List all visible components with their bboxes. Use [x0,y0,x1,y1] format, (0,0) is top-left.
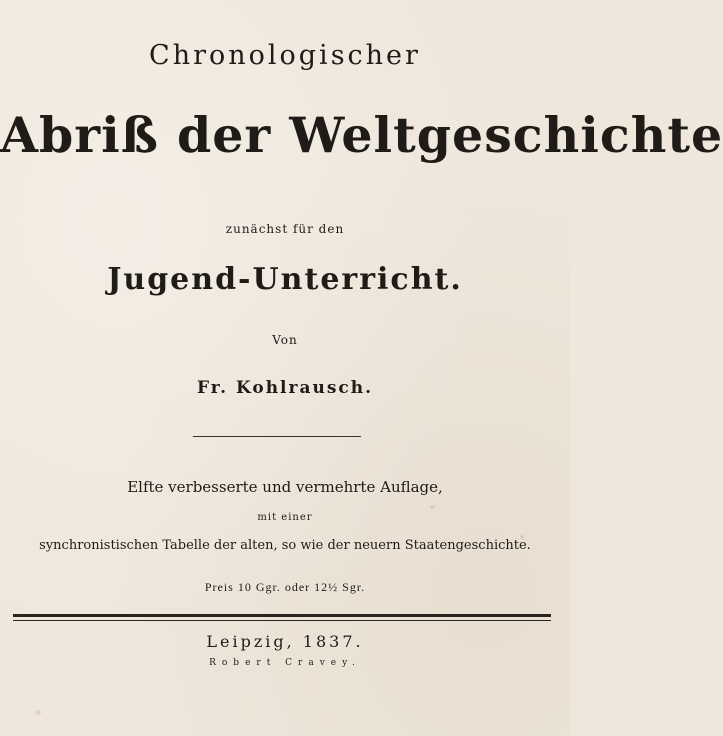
imprint-place-year: Leipzig, 1837. [206,632,364,651]
main-title: Abriß der Weltgeschichte [0,106,723,164]
divider-rule [193,436,361,437]
author-name: Fr. Kohlrausch. [196,378,374,398]
subtitle: Jugend-Unterricht. [107,262,463,297]
paper-stain [35,710,41,715]
double-rule-thick [13,614,551,617]
paper-stain [430,505,435,509]
table-description: synchronistischen Tabelle der alten, so wie der neuern Staatengeschichte. [39,538,531,553]
with-label: mit einer [257,512,313,523]
double-rule-thin [13,620,551,621]
edition-statement: Elfte verbesserte und vermehrte Auflage, [127,478,443,496]
by-label: Von [272,333,298,347]
publisher-name: Robert Cravey. [209,658,361,668]
price-line: Preis 10 Ggr. oder 12½ Sgr. [204,580,366,594]
subtitle-connector: zunächst für den [225,222,345,236]
title-line-1: Chronologischer [149,40,421,71]
